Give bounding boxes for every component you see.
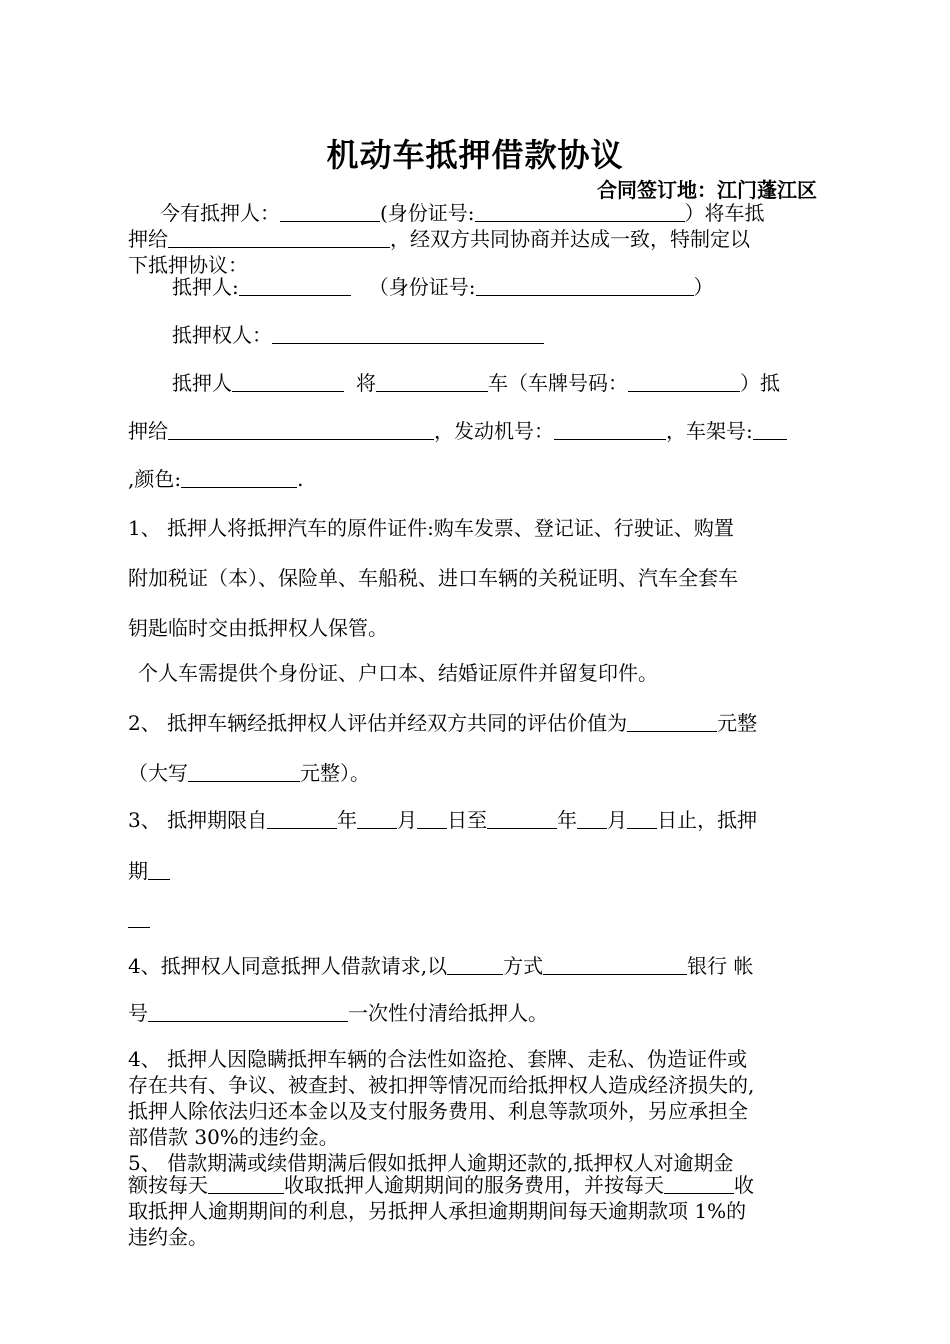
engine-number-blank[interactable] [554, 419, 666, 440]
vehicle-line-3: ,颜色: . [128, 467, 304, 491]
end-day-blank[interactable] [627, 808, 657, 829]
clause-4a-line-1: 4、抵押权人同意抵押人借款请求,以 方式 银行 帐 [128, 954, 754, 978]
frame-number-blank[interactable] [753, 419, 787, 440]
end-year-blank[interactable] [487, 808, 557, 829]
clause-5-line-4: 违约金。 [128, 1225, 208, 1249]
mortgagor-id-blank[interactable] [476, 275, 694, 296]
clause-2-line-1: 2、 抵押车辆经抵押权人评估并经双方共同的评估价值为 元整 [128, 711, 758, 735]
valuation-amount-blank[interactable] [627, 711, 717, 732]
clause-3-line-3 [128, 906, 828, 932]
mortgagee-line: 抵押权人： [128, 322, 828, 348]
document-title: 机动车抵押借款协议 [326, 136, 624, 174]
id-number-blank[interactable] [475, 201, 685, 222]
clause-1-line-3: 钥匙临时交由抵押权人保管。 [128, 616, 388, 640]
clause-5-line-2: 额按每天 收取抵押人逾期期间的服务费用，并按每天 收 [128, 1173, 754, 1197]
payment-method-blank[interactable] [447, 954, 503, 975]
daily-fee-blank[interactable] [208, 1173, 284, 1194]
clause-1-line-1: 1、 抵押人将抵押汽车的原件证件:购车发票、登记证、行驶证、购置 [128, 516, 734, 540]
mortgagee-name-blank[interactable] [272, 323, 544, 344]
mortgagor-blank[interactable] [280, 201, 380, 222]
clause-4b-line-1: 4、 抵押人因隐瞒抵押车辆的合法性如盗抢、套牌、走私、伪造证件或 [128, 1047, 748, 1071]
clause-4b-line-2: 存在共有、争议、被查封、被扣押等情况而给抵押权人造成经济损失的, [128, 1073, 755, 1097]
account-number-blank[interactable] [148, 1001, 348, 1022]
clause-4b-line-4: 部借款 30%的违约金。 [128, 1125, 339, 1149]
clause-5-line-3: 取抵押人逾期期间的利息，另抵押人承担逾期期间每天逾期款项 1%的 [128, 1199, 747, 1223]
term-blank[interactable] [148, 859, 170, 880]
color-blank[interactable] [181, 467, 297, 488]
clause-2-line-2: （大写 元整）。 [128, 761, 370, 785]
bank-name-blank[interactable] [543, 954, 687, 975]
intro-line-2: 押给 ，经双方共同协商并达成一致，特制定以 [128, 227, 750, 251]
mortgagor-line: 抵押人: （身份证号: ） [172, 275, 714, 299]
intro-line-3: 下抵押协议： [128, 253, 248, 277]
mortgagor-name-blank[interactable] [239, 275, 351, 296]
start-year-blank[interactable] [267, 808, 337, 829]
clause-3-line-2: 期 [128, 858, 828, 884]
mortgagee-blank[interactable] [168, 227, 390, 248]
end-month-blank[interactable] [577, 808, 607, 829]
signing-place: 合同签订地：江门蓬江区 [597, 178, 817, 202]
vehicle-line-2: 押给 ，发动机号： ，车架号: [128, 418, 828, 444]
clause-3-line-1: 3、 抵押期限自 年 月 日至 年 月 日止，抵押 [128, 808, 758, 832]
clause-1-line-4: 个人车需提供个身份证、户口本、结婚证原件并留复印件。 [138, 661, 658, 685]
start-day-blank[interactable] [417, 808, 447, 829]
term-blank-continued[interactable] [128, 907, 150, 928]
plate-number-blank[interactable] [628, 371, 740, 392]
vehicle-line-1: 抵押人 将 车（车牌号码： ）抵 [172, 371, 780, 395]
start-month-blank[interactable] [357, 808, 397, 829]
clause-4a-line-2: 号 一次性付清给抵押人。 [128, 1001, 548, 1025]
clause-1-line-2: 附加税证（本）、保险单、车船税、进口车辆的关税证明、汽车全套车 [128, 566, 738, 590]
vehicle-mortgagee-blank[interactable] [168, 419, 434, 440]
daily-interest-blank[interactable] [664, 1173, 734, 1194]
valuation-words-blank[interactable] [188, 761, 300, 782]
intro-line-1: 今有抵押人： (身份证号: ）将车抵 [160, 201, 765, 225]
clause-4b-line-3: 抵押人除依法归还本金以及支付服务费用、利息等款项外，另应承担全 [128, 1099, 748, 1123]
clause-5-line-1: 5、 借款期满或续借期满后假如抵押人逾期还款的,抵押权人对逾期金 [128, 1151, 734, 1175]
vehicle-brand-blank[interactable] [376, 371, 488, 392]
vehicle-mortgagor-blank[interactable] [232, 371, 344, 392]
